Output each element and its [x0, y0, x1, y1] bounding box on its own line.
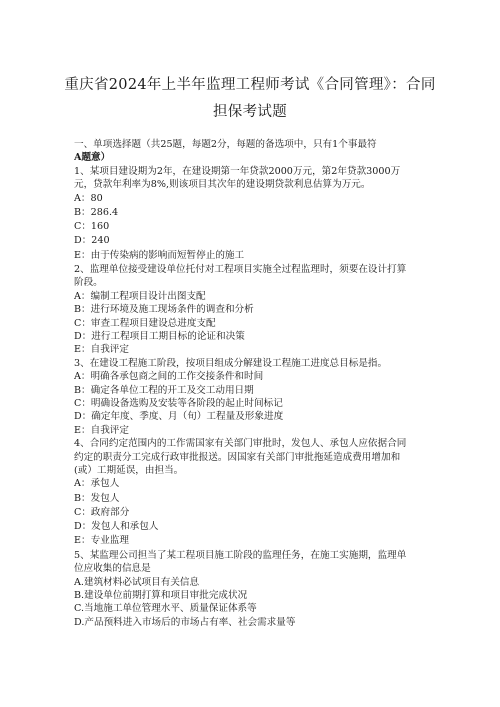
question-stem: (或）工期延误，由担当。	[74, 464, 184, 476]
answer-option: D：发包人和承包人	[74, 521, 159, 533]
answer-option: E：由于传染病的影响而短暂停止的施工	[74, 249, 245, 261]
document-title-line-1: 重庆省2024年上半年监理工程师考试《合同管理》：合同	[64, 77, 436, 93]
question-2	[74, 263, 434, 357]
question-stem: 3、在建设工程施工阶段，按项目组成分解建设工程施工进度总目标是指。	[74, 357, 388, 369]
answer-option: E：专业监理	[74, 535, 129, 547]
question-stem: 约定的职责分工完成行政审批报送。因国家有关部门审批拖延造成费用增加和	[74, 451, 401, 463]
question-stem: 5、某监理公司担当了某工程项目施工阶段的监理任务，在施工实施期，监理单	[74, 549, 407, 561]
question-stem: 位应收集的信息是	[74, 563, 151, 575]
question-stem: 2、监理单位接受建设单位托付对工程项目实施全过程监理时，须要在设计打算	[74, 264, 407, 276]
answer-option: B：确定各单位工程的开工及交工动用日期	[74, 384, 254, 396]
answer-option: A：承包人	[74, 478, 120, 490]
question-4	[74, 437, 434, 549]
answer-option: B：进行环境及施工现场条件的调查和分析	[74, 304, 254, 316]
answer-option: A：80	[74, 192, 103, 204]
document-title-line-2: 担保考试题	[213, 104, 287, 120]
question-5	[74, 549, 434, 629]
answer-option: C：政府部分	[74, 506, 130, 518]
section-heading: 一、单项选择题（共25题，每题2分，每题的备选项中，只有1个事最符	[74, 139, 377, 150]
answer-option: C：明确设备选购及安装等各阶段的起止时间标记	[74, 397, 283, 409]
answer-option: A：编制工程项目设计出图支配	[74, 290, 206, 302]
section-heading-continued: A题意）	[74, 152, 111, 164]
answer-option: C：160	[74, 221, 110, 233]
answer-option: A：明确各承包商之间的工作交接条件和时间	[74, 371, 264, 383]
answer-option: C.当地施工单位管理水平、质量保证体系等	[74, 603, 257, 615]
question-stem: 阶段。	[74, 277, 103, 289]
answer-option: E：自我评定	[74, 424, 129, 436]
answer-option: D：确定年度、季度、月（旬）工程量及形象进度	[74, 411, 284, 423]
answer-option: C：审查工程项目建设总进度支配	[74, 317, 216, 329]
question-stem: 1、某项目建设期为2年，在建设期第一年贷款2000万元，第2年贷款3000万	[74, 165, 401, 177]
answer-option: D.产品预料进入市场后的市场占有率、社会需求量等	[74, 616, 296, 628]
answer-option: B.建设单位前期打算和项目审批完成状况	[74, 589, 248, 601]
answer-option: D：240	[74, 235, 110, 247]
question-1	[74, 165, 434, 263]
document-body	[74, 138, 434, 629]
answer-option: E：自我评定	[74, 344, 129, 356]
answer-option: B：发包人	[74, 492, 120, 504]
answer-option: B：286.4	[74, 206, 119, 218]
question-stem: 元，贷款年利率为8%,则该项目其次年的建设期贷款利息估算为万元。	[74, 179, 371, 191]
answer-option: D：进行工程项目工期目标的论证和决策	[74, 331, 245, 342]
answer-option: A.建筑材料必试项目有关信息	[74, 576, 200, 588]
question-stem: 4、合同约定范围内的工作需国家有关部门审批时，发包人、承包人应依据合同	[74, 438, 407, 450]
question-3	[74, 357, 434, 437]
